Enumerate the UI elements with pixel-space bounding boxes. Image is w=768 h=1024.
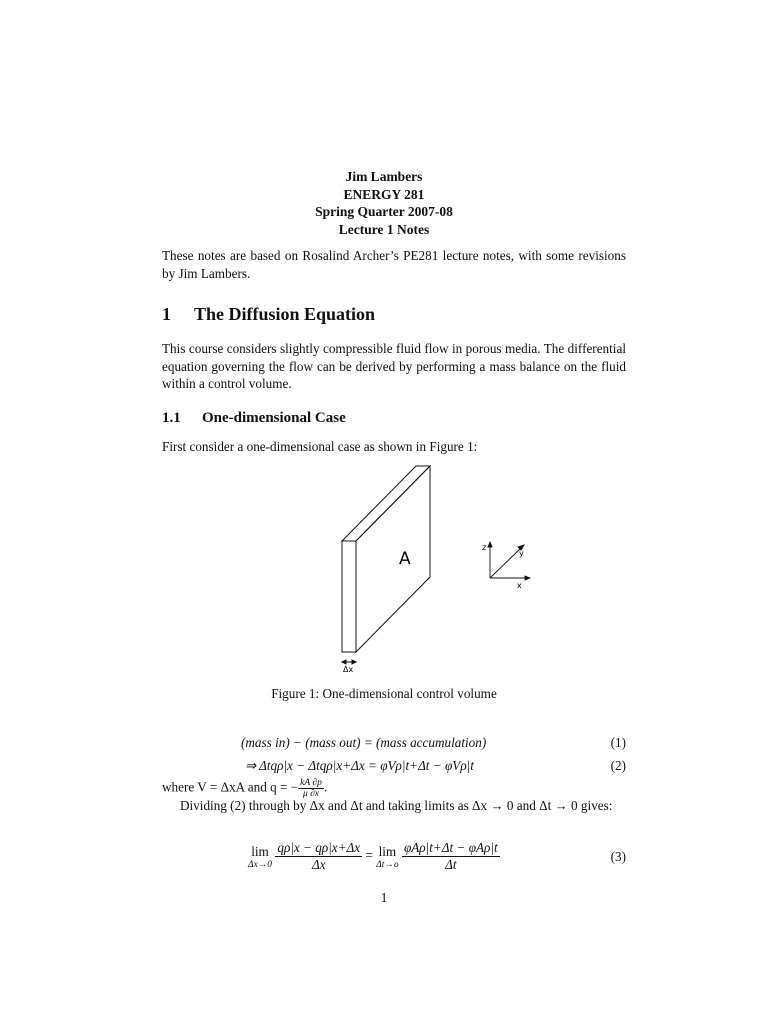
fraction-flux [275,840,362,873]
subsection-number: 1.1 [162,410,181,426]
fraction-accumulation-denominator: Δt [445,857,457,872]
equation-3 [248,840,500,873]
figure-caption: Figure 1: One-dimensional control volume [271,686,497,701]
limit-dt-subscript: Δt→o [376,859,399,870]
subsection-title: One-dimensional Case [202,410,346,426]
axes-icon [488,542,530,580]
equation-3-number: (3) [610,849,626,864]
subsection-paragraph: First consider a one-dimensional case as shown in Figure 1: [162,439,478,454]
fraction-flux-numerator: qρ|x − qρ|x+Δx [277,840,361,855]
slab [342,466,430,652]
where-fraction [298,778,324,799]
axis-x-label: x [517,581,522,590]
author: Jim Lambers [345,169,423,184]
limit-dx-text: lim [251,843,269,859]
subsection-heading [162,410,346,427]
fraction-accumulation-numerator: φAρ|t+Δt − φAρ|t [403,840,498,855]
axis-z-label: z [482,543,487,552]
course: ENERGY 281 [343,186,425,202]
where-text: where V = ΔxA and q = − [162,779,299,795]
slab-top-face [342,466,430,541]
axis-y-label: y [519,549,524,558]
equation-1: (mass in) − (mass out) = (mass accumulation) [241,735,487,750]
control-volume-figure [330,460,540,680]
section-paragraph: This course considers slightly compressible fluid flow in porous media. The differential equation governing the flow can be derived by performing a mass balance on the fluid within a control volume. [162,341,626,391]
where-fraction-numerator: kA ∂p [300,778,322,788]
where-fraction-denominator: μ ∂x [302,789,320,799]
limit-dt-text: lim [378,843,397,859]
limit-dt [376,844,398,870]
slab-label: A [399,549,411,569]
equation-2: ⇒ Δtqρ|x − Δtqρ|x+Δx = φVρ|t+Δt − φVρ|t [245,758,474,773]
limit-dx [248,844,272,870]
fraction-accumulation [402,840,500,873]
slab-front-face [342,541,356,652]
page-number: 1 [380,890,388,905]
section-title: The Diffusion Equation [194,304,376,324]
equation-2-number: (2) [610,758,626,773]
dx-arrow [342,660,356,664]
term: Spring Quarter 2007-08 [315,204,453,219]
dividing-paragraph: Dividing (2) through by Δx and Δt and taking limits as Δx → 0 and Δt → 0 gives: [180,798,613,813]
section-number: 1 [162,304,171,324]
where-line: where V = ΔxA and q = − $\frac{kA \partial p}{\mu \partial x}$ . [162,778,328,799]
limit-dx-subscript: Δx→0 [248,859,273,870]
dx-label: Δx [343,665,354,674]
equation-1-number: (1) [610,735,626,750]
lecture-title: Lecture 1 Notes [338,221,430,237]
fraction-flux-denominator: Δx [311,857,326,872]
section-heading [162,304,375,325]
slab-side-face [356,466,430,652]
equation-3-equals: = [365,847,373,863]
intro-paragraph: These notes are based on Rosalind Archer’s PE281 lecture notes, with some revisions by Jim Lambers. [162,248,626,281]
title-block [0,168,768,238]
